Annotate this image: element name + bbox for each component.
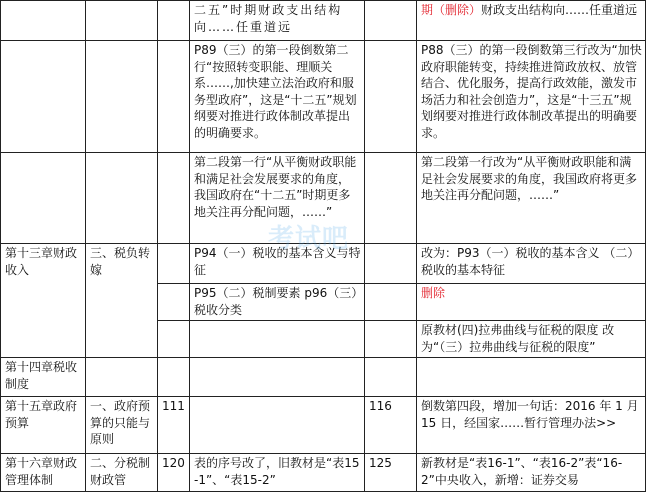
old-content-cell: [189, 320, 364, 357]
old-page-cell: [157, 40, 189, 152]
chapter-cell: 第十五章政府预算: [0, 396, 85, 453]
old-page-cell: [157, 283, 189, 320]
new-page-cell: 116: [364, 396, 416, 453]
section-cell: [85, 152, 157, 243]
old-page-cell: [157, 320, 189, 357]
new-content-cell: 新教材是“表16-1”、“表16-2”表“16-2”中央收入，新增：证券交易: [416, 453, 646, 492]
chapter-cell: 第十四章税收制度: [0, 357, 85, 396]
old-content-cell: P89（三）的第一段倒数第二行“按照转变职能、理顺关系……,加快建立法治政府和服务型政府”，这是“十二五”规划纲要对推进行政体制改革提出的明确要求。: [189, 40, 364, 152]
new-page-cell: [364, 152, 416, 243]
new-content-cell: 删除: [416, 283, 646, 320]
new-content-cell: 改为：P93（一）税收的基本含义 （二）税收的基本特征: [416, 243, 646, 283]
old-content-cell: [189, 396, 364, 453]
old-content-cell: 表的序号改了，旧教材是“表15-1”、“表15-2”: [189, 453, 364, 492]
new-content-cell: 第二段第一行改为“从平衡财政职能和满足社会发展要求的角度，我国政府将更多地关注再分配问题，……”: [416, 152, 646, 243]
old-page-cell: [157, 152, 189, 243]
chapter-cell: 第十六章财政管理体制: [0, 453, 85, 492]
section-cell: 三、税负转嫁: [85, 243, 157, 357]
new-content-text: 财政支出结构向……任重道远: [481, 3, 638, 17]
new-page-cell: [364, 40, 416, 152]
new-content-cell: [416, 357, 646, 396]
chapter-cell: 第十三章财政收入: [0, 243, 85, 357]
old-content-cell: [189, 357, 364, 396]
old-content-cell: P95（二）税制要素 p96（三）税收分类: [189, 283, 364, 320]
old-page-cell: [157, 357, 189, 396]
section-cell: 二、分税制财政管: [85, 453, 157, 492]
new-page-cell: 125: [364, 453, 416, 492]
new-page-cell: [364, 283, 416, 320]
old-page-cell: [157, 243, 189, 283]
section-cell: [85, 0, 157, 40]
section-cell: [85, 40, 157, 152]
old-page-cell: 120: [157, 453, 189, 492]
old-content-cell: 二五”时期财政支出结构向……任重道远: [189, 0, 364, 40]
watermark-logo: 考试吧: [268, 224, 350, 254]
new-page-cell: [364, 0, 416, 40]
new-content-cell: P88（三）的第一段倒数第三行改为“加快政府职能转变，持续推进简政放权、放管结合、优化服务，提高行政效能，激发市场活力和社会创造力”，这是“十三五”规划纲要对推进行政体制改革提出的明确要求。: [416, 40, 646, 152]
new-page-cell: [364, 243, 416, 283]
section-cell: 一、政府预算的只能与原则: [85, 396, 157, 453]
section-cell: [85, 357, 157, 396]
old-content-cell: 第二段第一行“从平衡财政职能和满足社会发展要求的角度，我国政府在“十二五”时期更多地关注再分配问题，……”: [189, 152, 364, 243]
old-page-cell: [157, 0, 189, 40]
new-content-cell: 倒数第四段，增加一句话：2016 年 1 月15 日，经国家……暂行管理办法>>: [416, 396, 646, 453]
chapter-cell: [0, 40, 85, 152]
new-page-cell: [364, 357, 416, 396]
chapter-cell: [0, 152, 85, 243]
old-content-cell: P94（一）税收的基本含义与特征: [189, 243, 364, 283]
old-page-cell: 111: [157, 396, 189, 453]
new-page-cell: [364, 320, 416, 357]
deleted-marker: 期（删除）: [421, 3, 482, 17]
chapter-cell: [0, 0, 85, 40]
new-content-cell: [416, 0, 646, 40]
new-content-cell: 原教材(四)拉弗曲线与征税的限度 改为“（三）拉弗曲线与征税的限度”: [416, 320, 646, 357]
